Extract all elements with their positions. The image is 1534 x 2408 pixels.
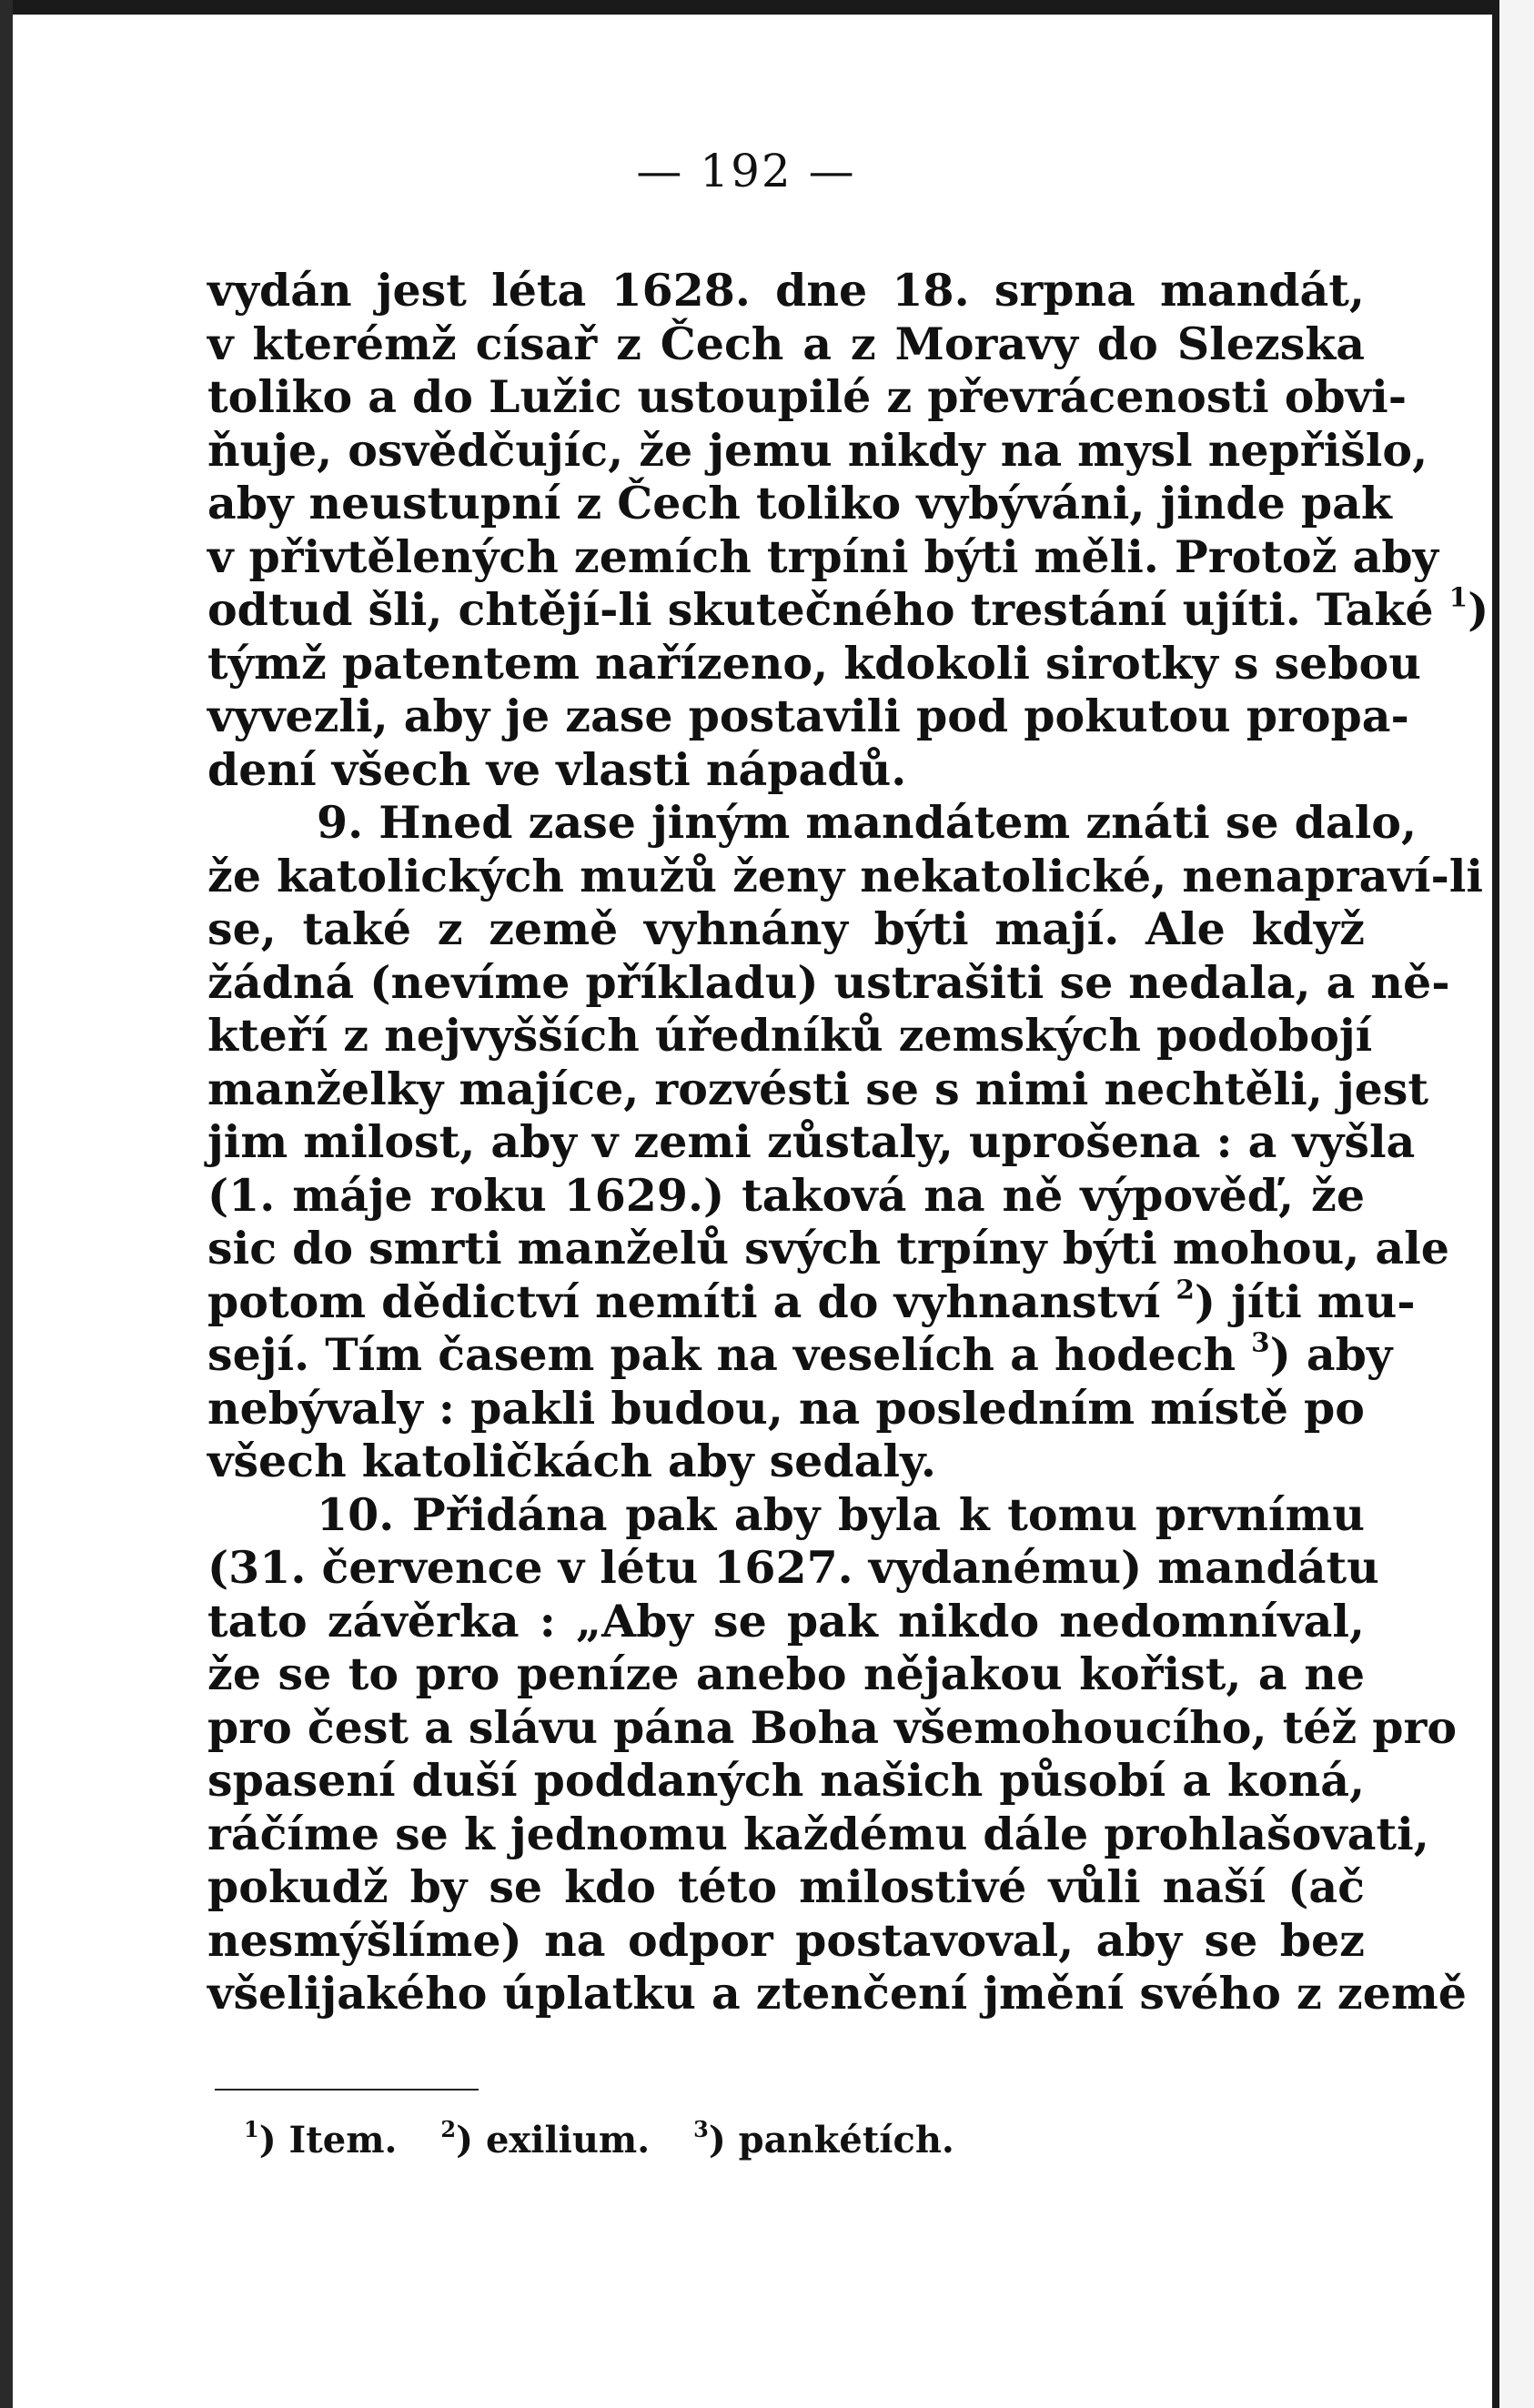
text-line: všech katoličkách aby sedaly. bbox=[207, 1435, 936, 1487]
text-line: manželky majíce, rozvésti se s nimi nechtěli, jest bbox=[207, 1062, 1429, 1115]
page-number: — 192 — bbox=[636, 145, 856, 197]
text-line: aby neustupní z Čech toliko vybýváni, jinde pak bbox=[207, 477, 1392, 529]
text-line: jim milost, aby v zemi zůstaly, uprošena : a vyšla bbox=[207, 1115, 1416, 1168]
footnote-ref: 1 bbox=[1448, 580, 1468, 613]
text-line-with-ref bbox=[207, 1325, 1393, 1382]
text-line: všelijakého úplatku a ztenčení jmění svého z země bbox=[207, 1967, 1467, 2020]
footnote-2 bbox=[440, 2116, 651, 2161]
text-line: že se to pro peníze anebo nějakou kořist, a ne bbox=[207, 1647, 1365, 1700]
text-line: ňuje, osvědčujíc, že jemu nikdy na mysl nepřišlo, bbox=[207, 423, 1428, 477]
scan-border-top bbox=[0, 0, 1534, 15]
text-line: odtud šli, chtějí-li skutečného trestání ujíti. Také bbox=[207, 583, 1434, 636]
footnote-ref: 3 bbox=[1251, 1325, 1270, 1358]
text-line: potom dědictví nemíti a do vyhnanství bbox=[207, 1275, 1161, 1328]
text-line-with-ref bbox=[207, 580, 1489, 637]
text-line: pro čest a slávu pána Boha všemohoucího, též pro bbox=[207, 1700, 1458, 1754]
text-line: vydán jest léta 1628. dne 18. srpna mandát, bbox=[207, 264, 1365, 317]
footnote-divider bbox=[215, 2089, 479, 2091]
footnote-mark: 2 bbox=[440, 2116, 457, 2143]
scan-border-right bbox=[1492, 0, 1499, 2408]
text-line: spasení duší poddaných našich působí a koná, bbox=[207, 1754, 1365, 1807]
text-line: týmž patentem nařízeno, kdokoli sirotky s sebou bbox=[207, 636, 1421, 690]
text-line: kteří z nejvyšších úředníků zemských podobojí bbox=[207, 1009, 1373, 1062]
paragraph-9-start: 9. Hned zase jiným mandátem znáti se dalo, bbox=[317, 796, 1418, 849]
footnote-1 bbox=[244, 2116, 398, 2161]
footnote-ref: 2 bbox=[1176, 1272, 1195, 1305]
footnote-mark: 3 bbox=[693, 2116, 709, 2143]
text-line: toliko a do Lužic ustoupilé z převrácenosti obvi- bbox=[207, 370, 1408, 423]
footnotes bbox=[244, 2118, 985, 2163]
scan-margin-right bbox=[1499, 0, 1534, 2408]
body-text bbox=[207, 264, 1489, 2020]
text-line: (31. července v létu 1627. vydanému) mandátu bbox=[207, 1541, 1379, 1594]
text-line: nebývaly : pakli budou, na posledním místě po bbox=[207, 1381, 1365, 1435]
footnote-3 bbox=[693, 2116, 954, 2161]
text-line: že katolických mužů ženy nekatolické, nenapraví-li bbox=[207, 849, 1484, 902]
text-line-with-ref bbox=[207, 1272, 1416, 1329]
footnote-text: ) exilium. bbox=[456, 2119, 651, 2161]
paragraph-10-start: 10. Přidána pak aby byla k tomu prvnímu bbox=[317, 1487, 1365, 1541]
footnote-ref-tail: ) jíti mu- bbox=[1194, 1275, 1416, 1328]
text-line: dení všech ve vlasti nápadů. bbox=[207, 742, 907, 796]
text-line: ráčíme se k jednomu každému dále prohlašovati, bbox=[207, 1807, 1429, 1860]
footnote-mark: 1 bbox=[244, 2116, 259, 2143]
scan-border-left bbox=[0, 0, 13, 2408]
footnote-ref-tail: ) bbox=[1468, 583, 1489, 636]
text-line: sejí. Tím časem pak na veselích a hodech bbox=[207, 1328, 1236, 1381]
text-line: v přivtělených zemích trpíni býti měli. Protož aby bbox=[207, 529, 1438, 583]
text-line: sic do smrti manželů svých trpíny býti mohou, ale bbox=[207, 1222, 1449, 1275]
footnote-ref-tail: ) aby bbox=[1269, 1328, 1393, 1381]
footnote-text: ) Item. bbox=[258, 2119, 398, 2161]
text-line: vyvezli, aby je zase postavili pod pokutou propa- bbox=[207, 690, 1409, 742]
text-line: v kterémž císař z Čech a z Moravy do Slezska bbox=[207, 317, 1365, 370]
text-line: pokudž by se kdo této milostivé vůli naší (ač bbox=[207, 1860, 1365, 1913]
footnote-text: ) pankétích. bbox=[708, 2119, 954, 2161]
text-line: tato závěrka : „Aby se pak nikdo nedomníval, bbox=[207, 1594, 1365, 1647]
text-line: se, také z země vyhnány býti mají. Ale když bbox=[207, 902, 1365, 955]
text-line: žádná (nevíme příkladu) ustrašiti se nedala, a ně- bbox=[207, 955, 1450, 1009]
text-line: (1. máje roku 1629.) taková na ně výpověď, že bbox=[207, 1168, 1365, 1222]
text-line: nesmýšlíme) na odpor postavoval, aby se bez bbox=[207, 1913, 1365, 1967]
